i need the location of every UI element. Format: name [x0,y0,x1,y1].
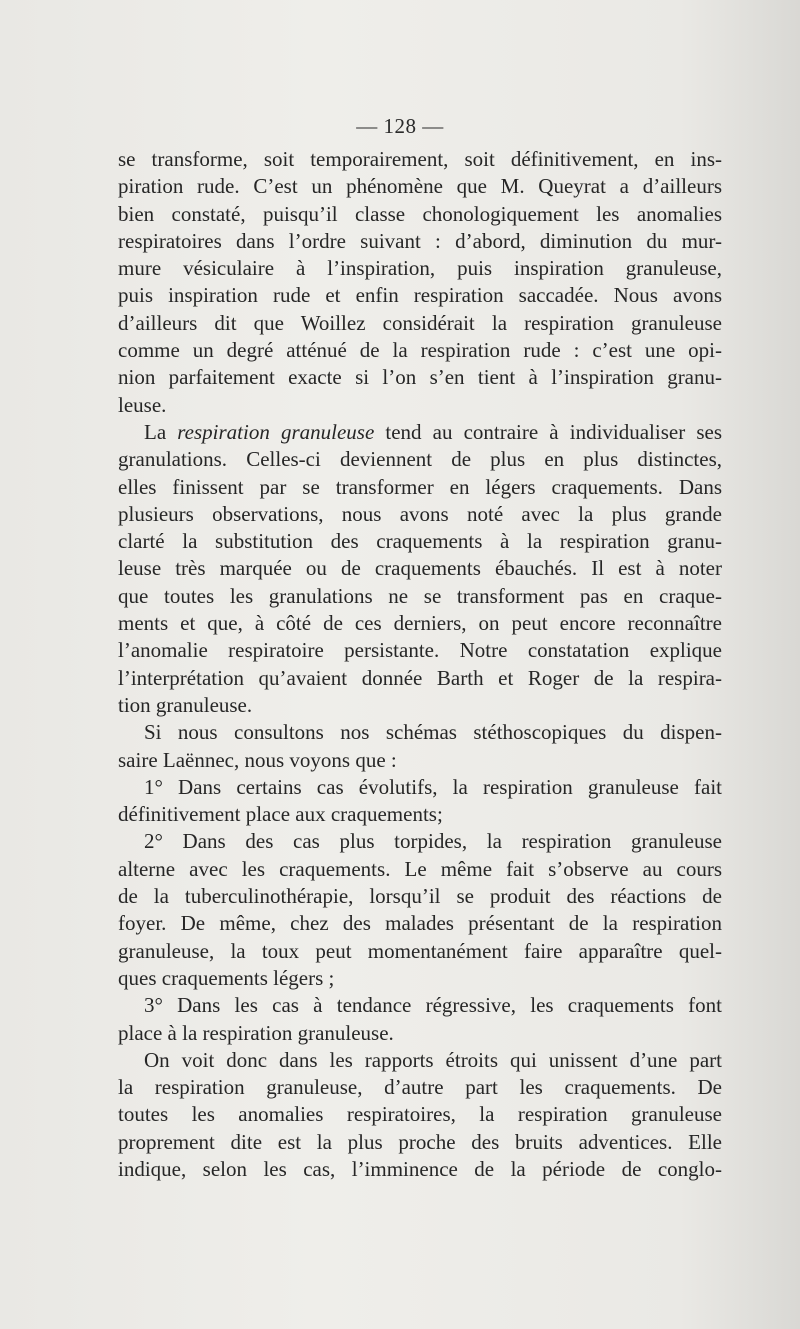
text-line: place à la respiration granuleuse. [118,1020,394,1045]
text-line: respiratoires dans l’ordre suivant : d’abord, diminution du mur- [118,228,722,253]
page-number: — 128 — [356,114,444,138]
list-item-2: 2° Dans des cas plus torpides, la respiration granuleuse [144,829,722,854]
text-line: plusieurs observations, nous avons noté avec la plus grande [118,501,722,526]
text-run: La [144,419,178,444]
text-line: elles finissent par se transformer en légers craquements. Dans [118,474,722,499]
text-line: la respiration granuleuse, d’autre part les craquements. De [118,1075,722,1100]
text-line: se transforme, soit temporairement, soit définitivement, en ins- [118,147,722,171]
text-line: granulations. Celles-ci deviennent de plus en plus distinctes, [118,447,722,472]
text-line: granuleuse, la toux peut momentanément faire apparaître quel- [118,938,722,963]
text-line: de la tuberculinothérapie, lorsqu’il se produit des réactions de [118,884,722,909]
text-line: ments et que, à côté de ces derniers, on peut encore reconnaître [118,611,722,636]
paragraph-first-line [118,419,722,446]
text-line: l’interprétation qu’avaient donnée Barth et Roger de la respira- [118,665,722,690]
paragraph-first-line: Si nous consultons nos schémas stéthoscopiques du dispen- [144,720,722,745]
text-line: d’ailleurs dit que Woillez considérait la respiration granuleuse [118,310,722,335]
italic-term: respiration granuleuse [177,419,375,444]
text-line: clarté la substitution des craquements à la respiration granu- [118,529,722,554]
text-line: saire Laënnec, nous voyons que : [118,747,397,772]
text-line: alterne avec les craquements. Le même fait s’observe au cours [118,856,722,881]
text-run: tend au contraire à individualiser ses [374,419,722,444]
list-item-1: 1° Dans certains cas évolutifs, la respiration granuleuse fait [144,774,722,799]
text-line: puis inspiration rude et enfin respiration saccadée. Nous avons [118,283,722,308]
text-line: leuse très marquée ou de craquements ébauchés. Il est à noter [118,556,722,581]
text-line: que toutes les granulations ne se transforment pas en craque- [118,583,722,608]
body-text [118,146,722,1183]
text-line: mure vésiculaire à l’inspiration, puis inspiration granuleuse, [118,256,722,281]
text-line: bien constaté, puisqu’il classe chonologiquement les anomalies [118,201,722,226]
paragraph-first-line: On voit donc dans les rapports étroits qui unissent d’une part [144,1047,722,1072]
text-line: nion parfaitement exacte si l’on s’en tient à l’inspiration granu- [118,365,722,390]
text-line: leuse. [118,392,167,417]
text-line: piration rude. C’est un phénomène que M. Queyrat a d’ailleurs [118,174,722,199]
list-item-3: 3° Dans les cas à tendance régressive, les craquements font [144,993,722,1018]
text-line: indique, selon les cas, l’imminence de la période de conglo- [118,1156,722,1181]
text-line: comme un degré atténué de la respiration rude : c’est une opi- [118,338,722,363]
text-line: foyer. De même, chez des malades présentant de la respiration [118,911,722,936]
text-line: tion granuleuse. [118,692,253,717]
text-line: définitivement place aux craquements; [118,802,443,827]
text-line: l’anomalie respiratoire persistante. Notre constatation explique [118,638,722,663]
text-line: ques craquements légers ; [118,965,335,990]
text-line: toutes les anomalies respiratoires, la respiration granuleuse [118,1102,722,1127]
text-line: proprement dite est la plus proche des bruits adventices. Elle [118,1129,722,1154]
